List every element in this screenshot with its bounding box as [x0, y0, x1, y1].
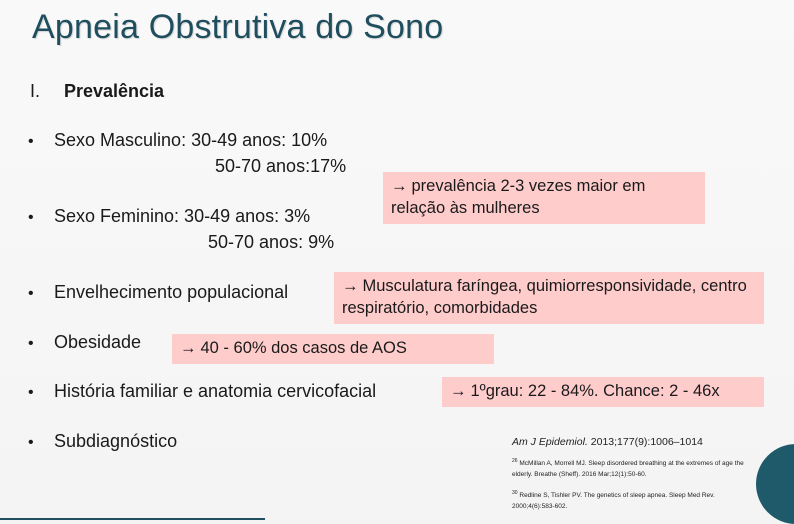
note-text: prevalência 2-3 vezes maior em relação às mulheres — [391, 177, 646, 217]
reference-2 — [512, 488, 752, 512]
bullet-dot: • — [28, 209, 34, 226]
bullet-subdiagnostico — [28, 431, 177, 452]
journal-citation — [512, 436, 752, 448]
bullet-dot: • — [28, 133, 34, 150]
bullet-obesidade — [28, 332, 141, 353]
reference-1-number: 26 — [512, 458, 518, 464]
slide-title: Apneia Obstrutiva do Sono — [32, 8, 444, 46]
bullet-sexo-feminino — [28, 206, 310, 227]
note-text: 1ºgrau: 22 - 84%. Chance: 2 - 46x — [470, 382, 720, 400]
section-label: Prevalência — [64, 81, 165, 101]
bullet-text: Envelhecimento populacional — [54, 282, 289, 302]
arrow-icon: → — [180, 339, 197, 357]
bullet-historia — [28, 381, 376, 402]
note-historia — [442, 377, 764, 407]
bullet-sexo-feminino-continuation: 50-70 anos: 9% — [208, 232, 335, 252]
arrow-icon: → — [391, 177, 408, 195]
bullet-text: Sexo Feminino: 30-49 anos: 3% — [54, 206, 311, 226]
arrow-icon: → — [342, 277, 359, 295]
bullet-dot: • — [28, 434, 34, 451]
section-heading — [30, 81, 164, 102]
arrow-icon: → — [450, 382, 467, 400]
bullet-dot: • — [28, 335, 34, 352]
section-number: I. — [30, 81, 41, 101]
reference-2-number: 30 — [512, 490, 518, 497]
bullet-envelhecimento — [28, 282, 288, 303]
bottom-accent-line — [0, 518, 265, 520]
bullet-sexo-masculino-continuation: 50-70 anos:17% — [215, 156, 347, 176]
reference-1 — [512, 456, 752, 480]
note-text: Musculatura faríngea, quimiorresponsividade, centro respiratório, comorbidades — [342, 277, 747, 317]
journal-name: Am J Epidemiol. — [512, 436, 588, 448]
note-prevalencia — [383, 172, 705, 224]
references-block — [512, 436, 752, 512]
bullet-text: Subdiagnóstico — [54, 431, 178, 451]
bullet-dot: • — [28, 384, 34, 401]
journal-detail: 2013;177(9):1006–1014 — [590, 436, 703, 448]
bullet-text: Obesidade — [54, 332, 142, 352]
note-obesidade — [172, 334, 494, 364]
bullet-text: Sexo Masculino: 30-49 anos: 10% — [54, 130, 328, 150]
bullet-sexo-masculino — [28, 130, 327, 151]
bullet-dot: • — [28, 285, 34, 302]
note-musculatura — [334, 272, 764, 324]
reference-1-text: McMillan A, Morrell MJ. Sleep disordered breathing at the extremes of age the elderly. Breathe (Sheff). 2016 Mar;12(1):50-60. — [512, 460, 744, 479]
bullet-text: História familiar e anatomia cervicofacial — [54, 381, 377, 401]
reference-2-text: Redline S, Tishler PV. The genetics of sleep apnea. Sleep Med Rev. 2000;4(6):583-602. — [512, 492, 715, 511]
note-text: 40 - 60% dos casos de AOS — [200, 339, 407, 357]
